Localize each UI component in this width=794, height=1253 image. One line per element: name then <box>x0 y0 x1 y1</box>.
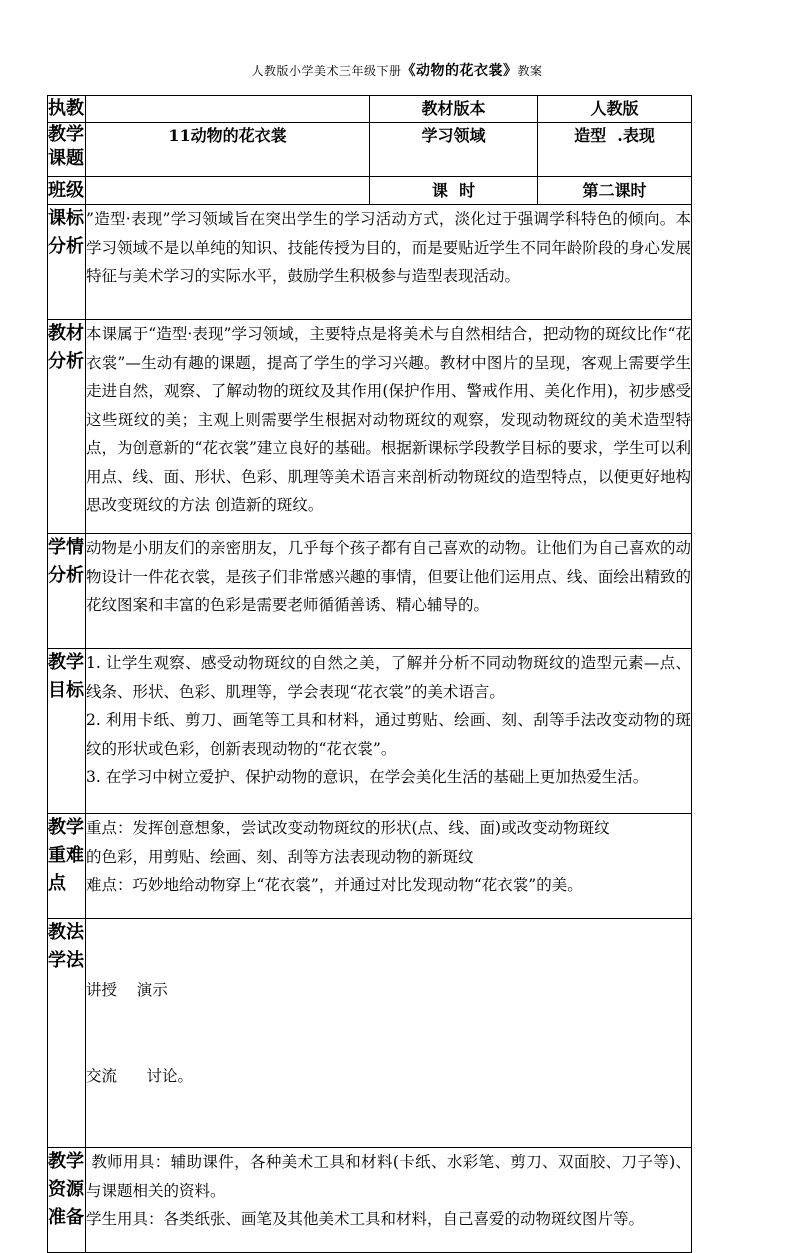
edition-label: 教材版本 <box>370 96 538 123</box>
domain-value: 造型 .表现 <box>538 123 692 177</box>
class-value <box>86 177 370 205</box>
resource-line: 教师用具：辅助课件，各种美术工具和材料(卡纸、水彩笔、剪刀、双面胶、刀子等)、与课题相关的资料。 <box>86 1153 691 1200</box>
section-methods <box>48 919 692 1148</box>
section-textbook <box>48 320 692 534</box>
keypoints-label: 教学重难点 <box>48 814 86 919</box>
topic-label: 教学课题 <box>48 123 86 177</box>
standard-paragraph: ”造型·表现”学习领域旨在突出学生的学习活动方式，淡化过于强调学科特色的倾向。本学习领域不是以单纯的知识、技能传授为目的，而是要贴近学生不同年龄阶段的身心发展特征与美术学习的实际水平，鼓励学生积极参与造型表现活动。 <box>86 210 691 285</box>
learner-label: 学情分析 <box>48 534 86 649</box>
header-row-class <box>48 177 692 205</box>
header-row-teacher <box>48 96 692 123</box>
title-main: 《动物的花衣裳》 <box>401 63 518 79</box>
method-line: 交流 讨论。 <box>86 1066 194 1085</box>
textbook-label: 教材分析 <box>48 320 86 534</box>
class-label: 班级 <box>48 177 86 205</box>
resources-body <box>86 1148 692 1253</box>
section-keypoints <box>48 814 692 919</box>
section-learner <box>48 534 692 649</box>
domain-label: 学习领域 <box>370 123 538 177</box>
topic-value: 11动物的花衣裳 <box>86 123 370 177</box>
standard-body <box>86 205 692 320</box>
learner-paragraph: 动物是小朋友们的亲密朋友，几乎每个孩子都有自己喜欢的动物。让他们为自己喜欢的动物设计一件花衣裳，是孩子们非常感兴趣的事情，但要让他们运用点、线、面绘出精致的花纹图案和丰富的色彩是需要老师循循善诱、精心辅导的。 <box>86 539 691 614</box>
teacher-label: 执教 <box>48 96 86 123</box>
resources-label: 教学资源准备 <box>48 1148 86 1253</box>
keypoints-body <box>86 814 692 919</box>
title-prefix: 人教版小学美术三年级下册 <box>251 64 402 78</box>
methods-label: 教法学法 <box>48 919 86 1148</box>
edition-value: 人教版 <box>538 96 692 123</box>
period-label: 课 时 <box>370 177 538 205</box>
goal-item: 3. 在学习中树立爱护、保护动物的意识，在学会美化生活的基础上更加热爱生活。 <box>86 768 649 786</box>
goals-label: 教学目标 <box>48 649 86 814</box>
lesson-plan-table <box>47 95 692 1253</box>
header-row-topic <box>48 123 692 177</box>
method-line: 讲授 演示 <box>86 981 168 999</box>
period-value: 第二课时 <box>538 177 692 205</box>
keypoint-line: 的色彩，用剪贴、绘画、刻、刮等方法表现动物的新斑纹 <box>86 847 474 866</box>
methods-body <box>86 919 692 1148</box>
goal-item: 1. 让学生观察、感受动物斑纹的自然之美，了解并分析不同动物斑纹的造型元素—点、线条、形状、色彩、肌理等，学会表现“花衣裳”的美术语言。 <box>86 654 691 701</box>
goals-body <box>86 649 692 814</box>
teacher-value <box>86 96 370 123</box>
section-goals <box>48 649 692 814</box>
document-title <box>0 60 794 80</box>
standard-label: 课标分析 <box>48 205 86 320</box>
textbook-body <box>86 320 692 534</box>
keypoint-line: 重点：发挥创意想象，尝试改变动物斑纹的形状(点、线、面)或改变动物斑纹 <box>86 819 610 837</box>
learner-body <box>86 534 692 649</box>
goal-item: 2. 利用卡纸、剪刀、画笔等工具和材料，通过剪贴、绘画、刻、刮等手法改变动物的斑纹的形状或色彩，创新表现动物的“花衣裳”。 <box>86 711 691 758</box>
resource-line: 学生用具：各类纸张、画笔及其他美术工具和材料，自己喜爱的动物斑纹图片等。 <box>86 1210 645 1228</box>
textbook-paragraph: 本课属于“造型·表现”学习领域，主要特点是将美术与自然相结合，把动物的斑纹比作“花衣裳”—生动有趣的课题，提高了学生的学习兴趣。教材中图片的呈现，客观上需要学生走进自然，观察、了解动物的斑纹及其作用(保护作用、警戒作用、美化作用)，初步感受这些斑纹的美；主观上则需要学生根据对动物斑纹的观察，发现动物斑纹的美术造型特点，为创意新的“花衣裳”建立良好的基础。根据新课标学段教学目标的要求，学生可以利用点、线、面、形状、色彩、肌理等美术语言来剖析动物斑纹的造型特点，以便更好地构思改变斑纹的方法 创造新的斑纹。 <box>86 325 691 514</box>
section-standard <box>48 205 692 320</box>
keypoint-line: 难点：巧妙地给动物穿上“花衣裳”，并通过对比发现动物“花衣裳”的美。 <box>86 876 583 894</box>
section-resources <box>48 1148 692 1253</box>
title-suffix: 教案 <box>517 64 543 78</box>
